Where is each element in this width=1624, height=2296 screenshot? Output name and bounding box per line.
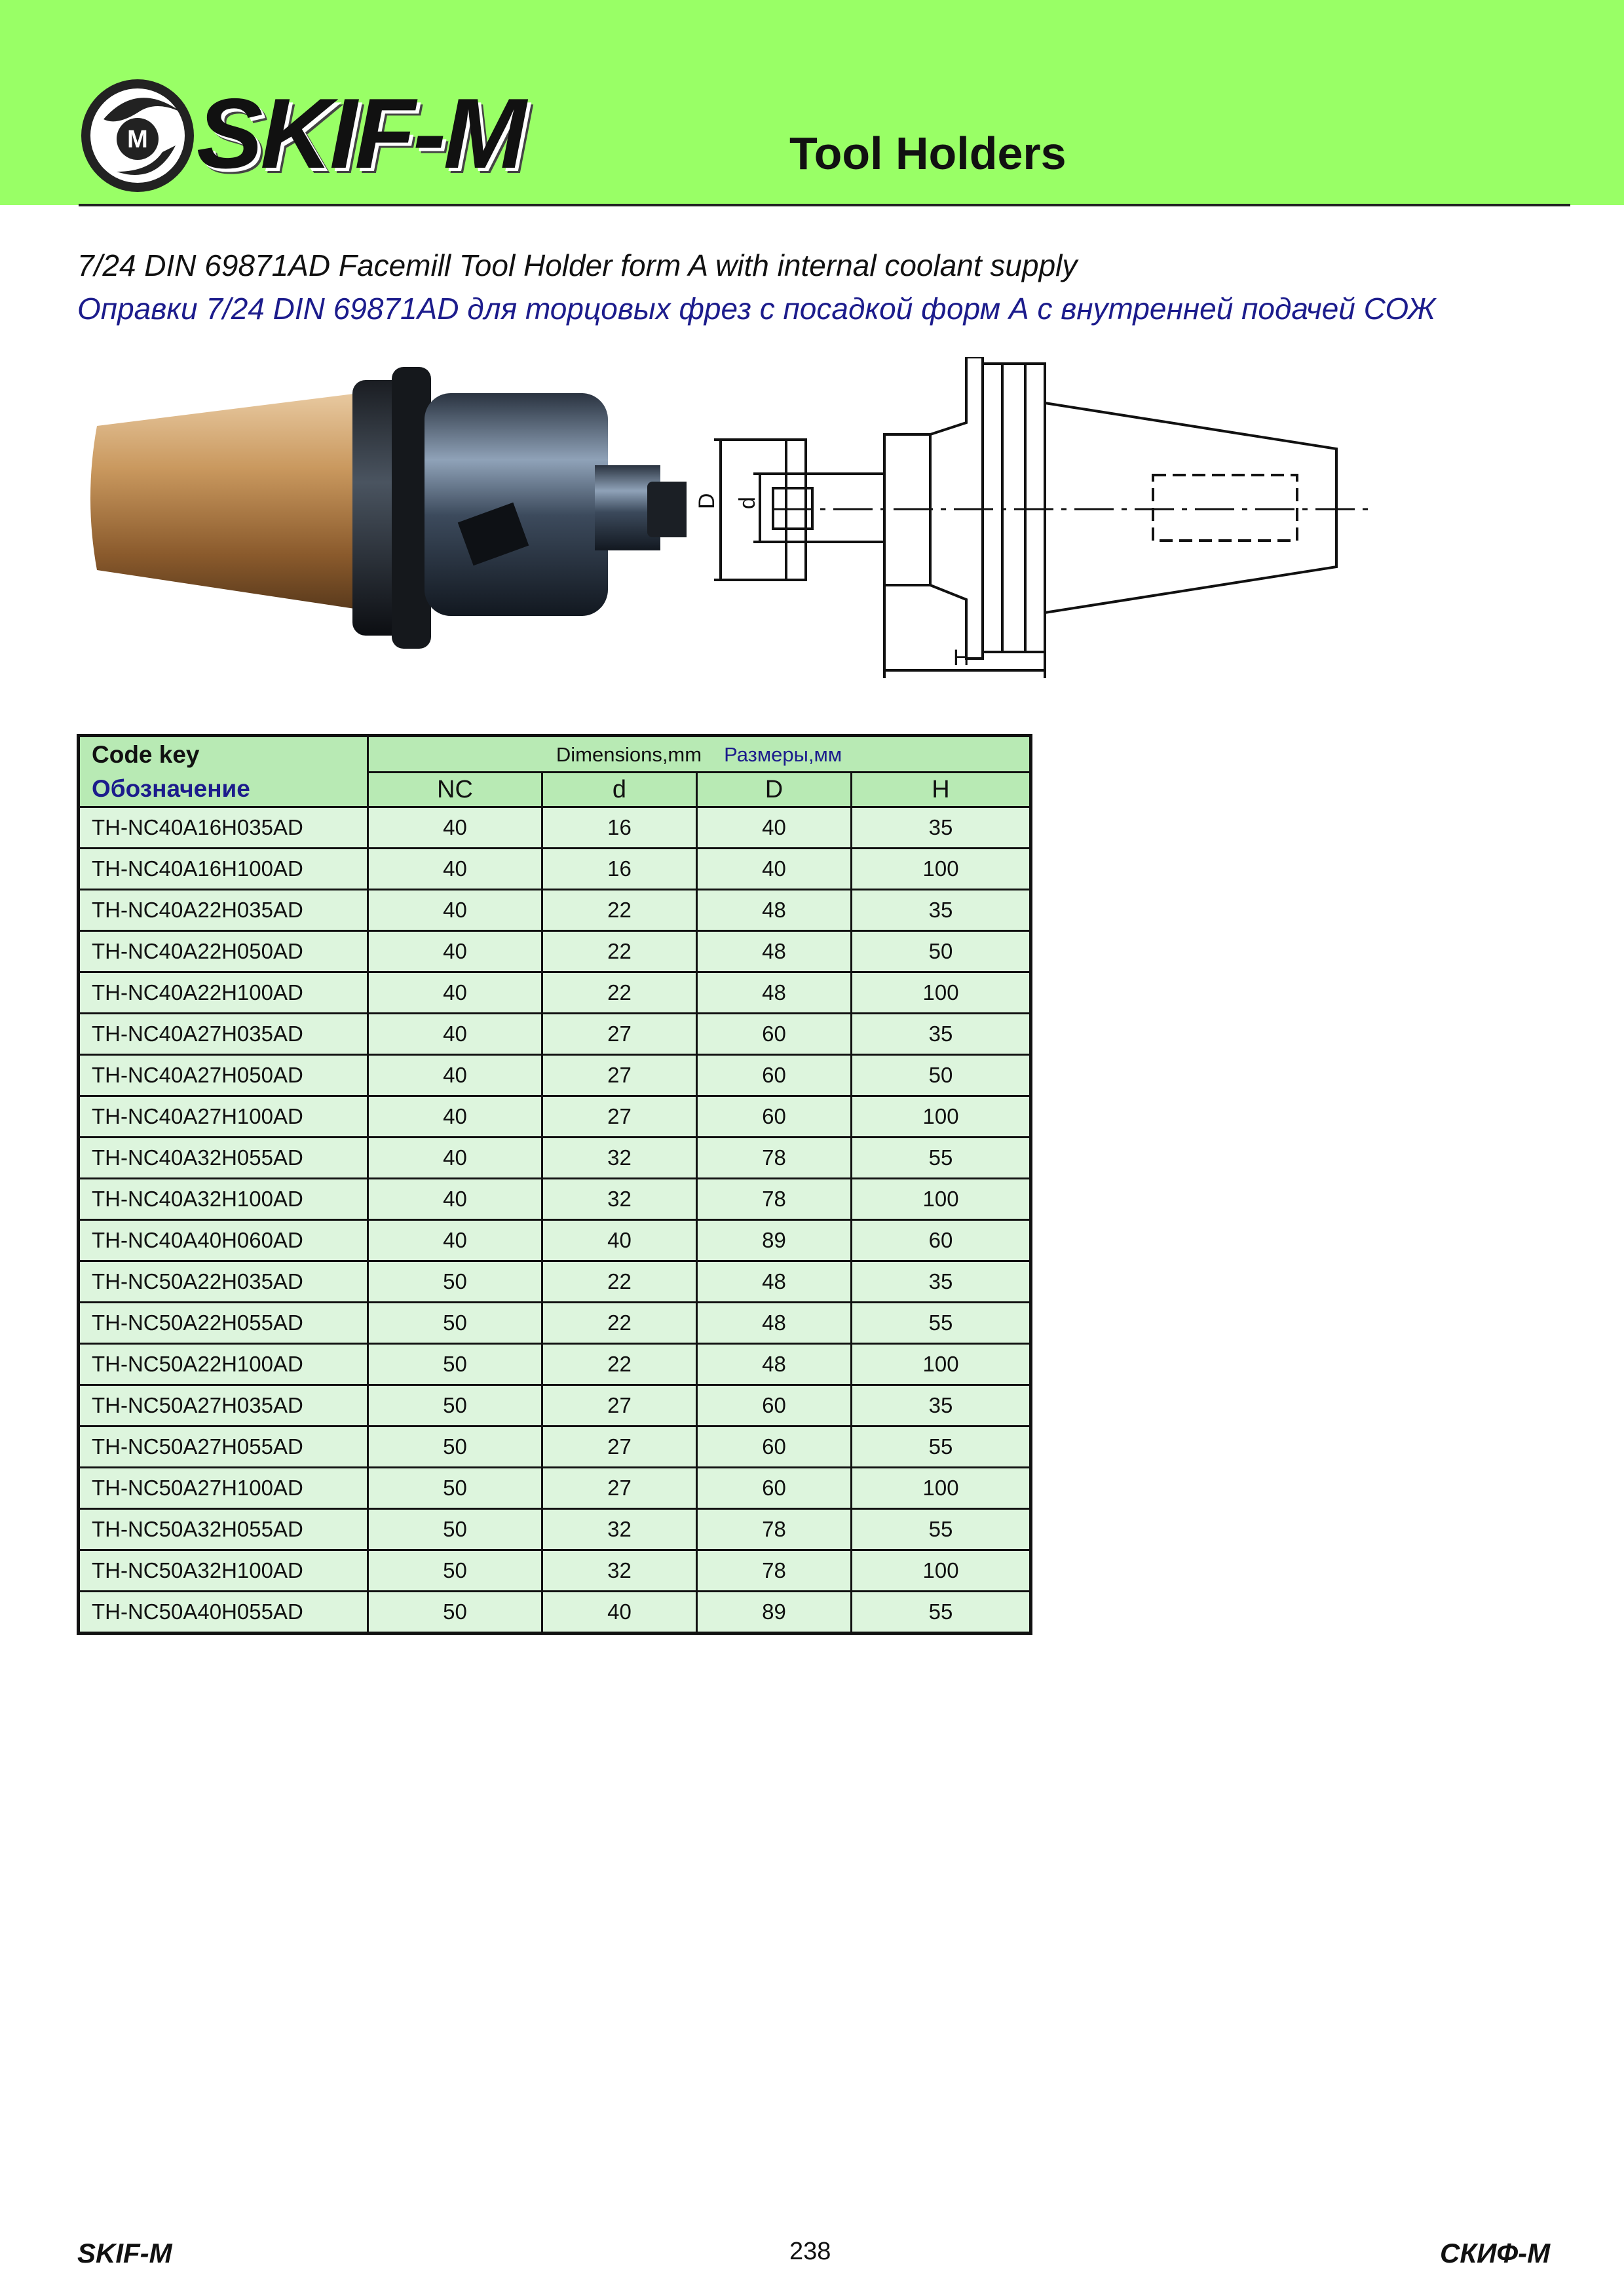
cell-code: TH-NC40A27H035AD bbox=[79, 1014, 368, 1055]
cell-d-large: 60 bbox=[697, 1014, 852, 1055]
cell-d-large: 40 bbox=[697, 807, 852, 849]
cell-h: 100 bbox=[852, 1344, 1031, 1385]
cell-nc: 40 bbox=[368, 1014, 542, 1055]
cell-nc: 40 bbox=[368, 1096, 542, 1138]
cell-nc: 50 bbox=[368, 1261, 542, 1303]
brand-name: SKIF-M bbox=[197, 78, 524, 189]
technical-drawing bbox=[694, 357, 1389, 688]
table-row bbox=[79, 1014, 1031, 1055]
footer-brand-ru: СКИФ-М bbox=[1440, 2238, 1551, 2268]
table-row bbox=[79, 1220, 1031, 1261]
cell-d-small: 40 bbox=[542, 1220, 697, 1261]
subtitle-english: 7/24 DIN 69871AD Facemill Tool Holder form A with internal coolant supply bbox=[77, 248, 1078, 282]
cell-h: 35 bbox=[852, 1385, 1031, 1426]
cell-code: TH-NC50A22H100AD bbox=[79, 1344, 368, 1385]
cell-nc: 50 bbox=[368, 1344, 542, 1385]
cell-d-small: 27 bbox=[542, 1385, 697, 1426]
column-header-d-large: D bbox=[697, 773, 852, 807]
table-row bbox=[79, 849, 1031, 890]
cell-d-small: 16 bbox=[542, 849, 697, 890]
cell-code: TH-NC40A27H050AD bbox=[79, 1055, 368, 1096]
cell-d-large: 60 bbox=[697, 1426, 852, 1468]
cell-d-small: 40 bbox=[542, 1592, 697, 1634]
table-row bbox=[79, 1468, 1031, 1509]
subtitle-russian: Оправки 7/24 DIN 69871AD для торцовых фрез с посадкой форм А с внутренней подачей СОЖ bbox=[77, 292, 1435, 326]
cell-h: 35 bbox=[852, 1261, 1031, 1303]
dimensions-label-en: Dimensions,mm bbox=[556, 743, 702, 766]
tool-holder-photo bbox=[84, 354, 687, 688]
cell-nc: 50 bbox=[368, 1385, 542, 1426]
cell-h: 60 bbox=[852, 1220, 1031, 1261]
cell-nc: 40 bbox=[368, 849, 542, 890]
dimensions-label-ru: Размеры,мм bbox=[724, 743, 842, 766]
cell-nc: 40 bbox=[368, 1055, 542, 1096]
cell-d-large: 40 bbox=[697, 849, 852, 890]
cell-d-small: 22 bbox=[542, 890, 697, 931]
cell-d-small: 27 bbox=[542, 1426, 697, 1468]
cell-d-large: 60 bbox=[697, 1385, 852, 1426]
cell-d-large: 78 bbox=[697, 1550, 852, 1592]
dimensions-header bbox=[368, 736, 1031, 773]
cell-d-small: 22 bbox=[542, 1344, 697, 1385]
cell-code: TH-NC50A27H055AD bbox=[79, 1426, 368, 1468]
cell-h: 55 bbox=[852, 1592, 1031, 1634]
cell-d-small: 22 bbox=[542, 972, 697, 1014]
table-row bbox=[79, 931, 1031, 972]
code-key-header bbox=[79, 736, 368, 807]
cell-code: TH-NC40A32H100AD bbox=[79, 1179, 368, 1220]
cell-d-large: 60 bbox=[697, 1096, 852, 1138]
cell-code: TH-NC40A32H055AD bbox=[79, 1138, 368, 1179]
cell-code: TH-NC40A22H050AD bbox=[79, 931, 368, 972]
cell-code: TH-NC50A40H055AD bbox=[79, 1592, 368, 1634]
cell-nc: 40 bbox=[368, 972, 542, 1014]
table-row bbox=[79, 1550, 1031, 1592]
column-header-d-small: d bbox=[542, 773, 697, 807]
table-row bbox=[79, 890, 1031, 931]
clamp-screw bbox=[647, 482, 687, 537]
cell-h: 35 bbox=[852, 890, 1031, 931]
code-key-label-en: Code key bbox=[92, 740, 200, 768]
cell-nc: 40 bbox=[368, 1138, 542, 1179]
cell-nc: 40 bbox=[368, 1220, 542, 1261]
cell-code: TH-NC50A27H100AD bbox=[79, 1468, 368, 1509]
cell-code: TH-NC40A16H035AD bbox=[79, 807, 368, 849]
cell-h: 100 bbox=[852, 972, 1031, 1014]
cell-d-small: 22 bbox=[542, 1303, 697, 1344]
cell-code: TH-NC40A27H100AD bbox=[79, 1096, 368, 1138]
table-row bbox=[79, 1096, 1031, 1138]
label-d: d bbox=[735, 497, 760, 509]
table-row bbox=[79, 807, 1031, 849]
cell-d-large: 60 bbox=[697, 1468, 852, 1509]
cell-d-small: 32 bbox=[542, 1509, 697, 1550]
cell-d-small: 32 bbox=[542, 1550, 697, 1592]
cell-d-large: 48 bbox=[697, 931, 852, 972]
cell-nc: 50 bbox=[368, 1303, 542, 1344]
code-key-label-ru: Обозначение bbox=[92, 775, 250, 802]
cell-h: 100 bbox=[852, 1096, 1031, 1138]
cell-code: TH-NC40A40H060AD bbox=[79, 1220, 368, 1261]
cell-d-large: 60 bbox=[697, 1055, 852, 1096]
label-D: D bbox=[694, 493, 719, 509]
body-collar bbox=[425, 393, 608, 616]
cell-d-large: 78 bbox=[697, 1179, 852, 1220]
page-title: Tool Holders bbox=[789, 128, 1067, 179]
cell-code: TH-NC50A22H035AD bbox=[79, 1261, 368, 1303]
cell-h: 100 bbox=[852, 1468, 1031, 1509]
footer-brand-en: SKIF-M bbox=[77, 2238, 172, 2268]
cell-d-small: 27 bbox=[542, 1096, 697, 1138]
cell-d-large: 48 bbox=[697, 1261, 852, 1303]
cell-h: 100 bbox=[852, 849, 1031, 890]
cell-h: 50 bbox=[852, 931, 1031, 972]
table-row bbox=[79, 1303, 1031, 1344]
cell-h: 55 bbox=[852, 1509, 1031, 1550]
table-row bbox=[79, 1179, 1031, 1220]
table-row bbox=[79, 1509, 1031, 1550]
cell-d-small: 27 bbox=[542, 1014, 697, 1055]
table-row bbox=[79, 1592, 1031, 1634]
cell-code: TH-NC40A22H035AD bbox=[79, 890, 368, 931]
table-row bbox=[79, 1138, 1031, 1179]
cell-d-large: 89 bbox=[697, 1592, 852, 1634]
table-body bbox=[79, 807, 1031, 1634]
cell-h: 35 bbox=[852, 807, 1031, 849]
cell-d-small: 27 bbox=[542, 1468, 697, 1509]
cell-code: TH-NC40A16H100AD bbox=[79, 849, 368, 890]
table-row bbox=[79, 1426, 1031, 1468]
page-number: 238 bbox=[789, 2238, 831, 2265]
cell-d-large: 48 bbox=[697, 890, 852, 931]
cell-code: TH-NC50A32H100AD bbox=[79, 1550, 368, 1592]
cell-nc: 50 bbox=[368, 1468, 542, 1509]
cell-nc: 50 bbox=[368, 1509, 542, 1550]
cell-d-large: 89 bbox=[697, 1220, 852, 1261]
cell-code: TH-NC40A22H100AD bbox=[79, 972, 368, 1014]
cell-code: TH-NC50A22H055AD bbox=[79, 1303, 368, 1344]
cell-code: TH-NC50A32H055AD bbox=[79, 1509, 368, 1550]
cell-d-large: 48 bbox=[697, 1344, 852, 1385]
cell-nc: 40 bbox=[368, 890, 542, 931]
cell-d-small: 32 bbox=[542, 1179, 697, 1220]
cell-d-small: 16 bbox=[542, 807, 697, 849]
cell-nc: 50 bbox=[368, 1426, 542, 1468]
dimensions-table bbox=[77, 734, 1032, 1635]
column-header-h: H bbox=[852, 773, 1031, 807]
cell-h: 55 bbox=[852, 1426, 1031, 1468]
cell-h: 50 bbox=[852, 1055, 1031, 1096]
table-row bbox=[79, 1344, 1031, 1385]
table-row bbox=[79, 1055, 1031, 1096]
cell-h: 55 bbox=[852, 1138, 1031, 1179]
cell-h: 55 bbox=[852, 1303, 1031, 1344]
label-H: H bbox=[953, 645, 970, 670]
cell-nc: 50 bbox=[368, 1592, 542, 1634]
cell-code: TH-NC50A27H035AD bbox=[79, 1385, 368, 1426]
cell-d-large: 48 bbox=[697, 972, 852, 1014]
cell-d-large: 78 bbox=[697, 1509, 852, 1550]
cell-d-small: 22 bbox=[542, 931, 697, 972]
cell-nc: 40 bbox=[368, 931, 542, 972]
cell-d-large: 48 bbox=[697, 1303, 852, 1344]
cell-d-small: 22 bbox=[542, 1261, 697, 1303]
cell-d-large: 78 bbox=[697, 1138, 852, 1179]
cell-h: 35 bbox=[852, 1014, 1031, 1055]
cell-nc: 40 bbox=[368, 807, 542, 849]
table-row bbox=[79, 972, 1031, 1014]
cell-h: 100 bbox=[852, 1550, 1031, 1592]
cell-h: 100 bbox=[852, 1179, 1031, 1220]
logo-mark: M bbox=[127, 126, 148, 153]
cell-nc: 40 bbox=[368, 1179, 542, 1220]
table-row bbox=[79, 1261, 1031, 1303]
taper-shank bbox=[90, 393, 359, 609]
table-row bbox=[79, 1385, 1031, 1426]
cell-d-small: 32 bbox=[542, 1138, 697, 1179]
column-header-nc: NC bbox=[368, 773, 542, 807]
cell-d-small: 27 bbox=[542, 1055, 697, 1096]
cell-nc: 50 bbox=[368, 1550, 542, 1592]
